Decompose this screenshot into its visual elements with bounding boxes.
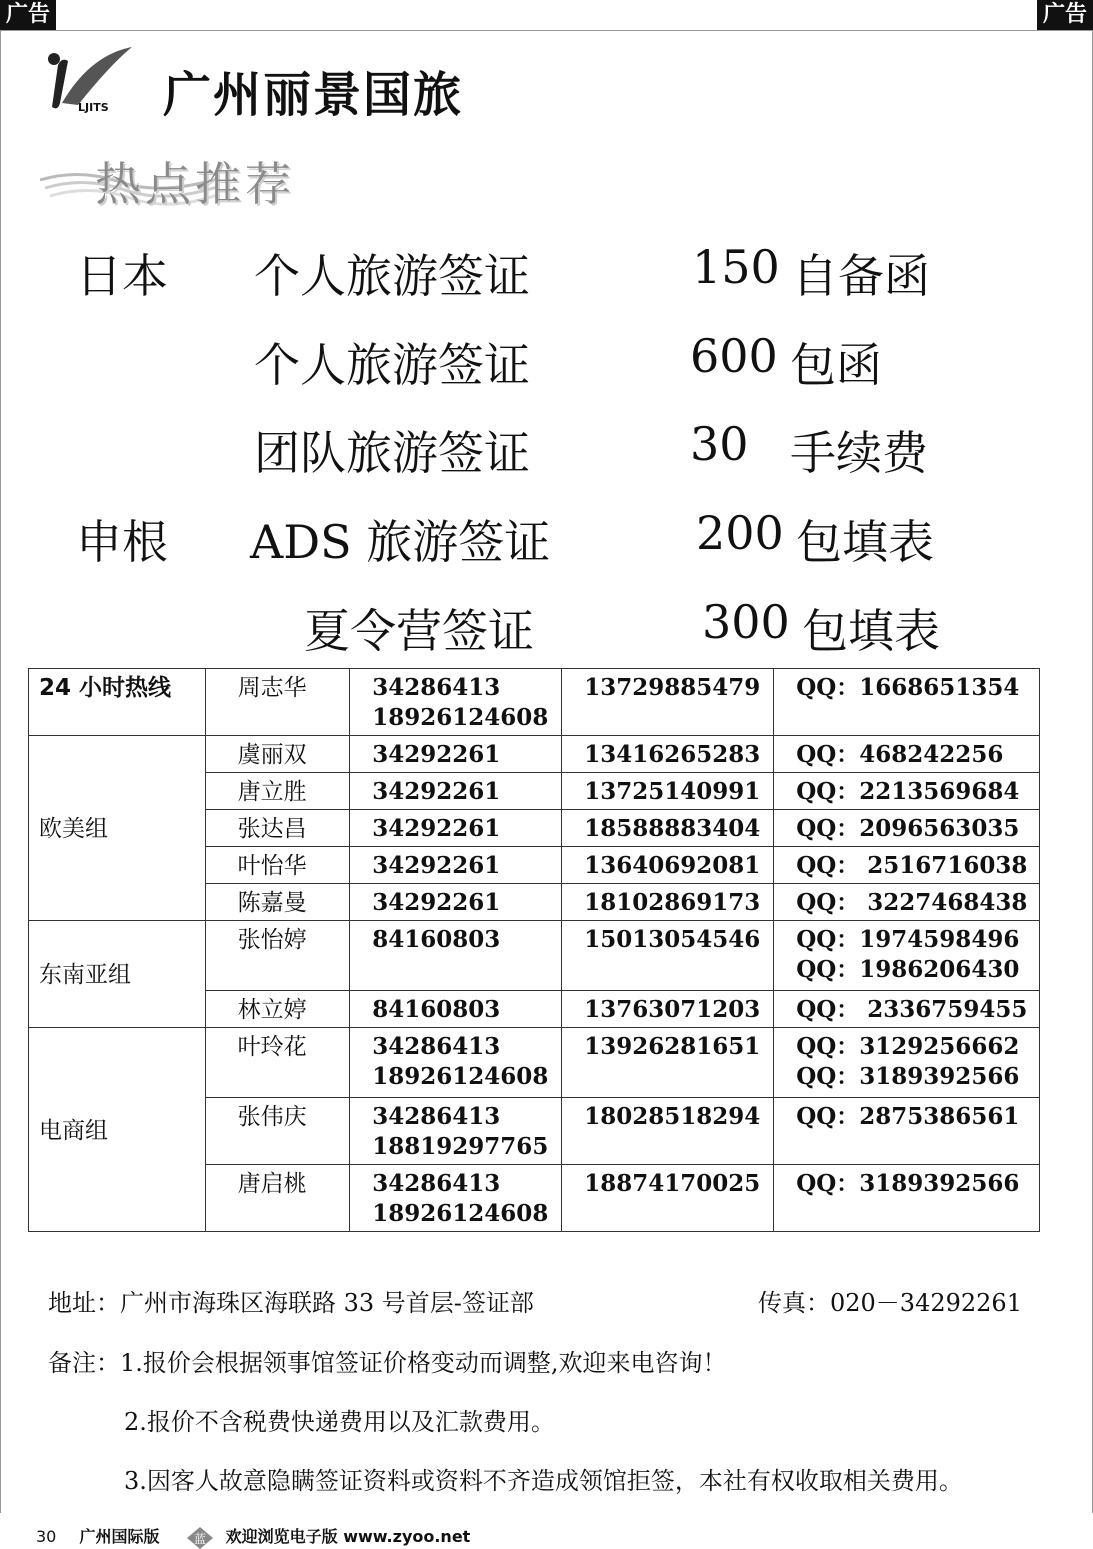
- contact-name: 张伟庆: [205, 1098, 350, 1165]
- contact-tel: 34292261: [350, 810, 562, 847]
- product-type: 个人旅游签证: [254, 249, 530, 303]
- table-row: [29, 669, 1040, 736]
- note-2: 2.报价不含税费快递费用以及汇款费用。: [124, 1408, 555, 1436]
- ad-tag-left: 广告: [0, 0, 56, 30]
- contact-name: 叶怡华: [205, 847, 350, 884]
- contact-qq: QQ： 2336759455: [774, 991, 1040, 1028]
- contact-tel: 34292261: [350, 884, 562, 921]
- contact-name: 叶玲花: [205, 1028, 350, 1098]
- contact-name: 陈嘉曼: [205, 884, 350, 921]
- fax: 传真：020－34292261: [758, 1289, 1022, 1317]
- contact-table: [28, 668, 1040, 1232]
- table-row: [29, 921, 1040, 991]
- contact-mobile: 13416265283: [562, 736, 774, 773]
- contact-name: 唐启桃: [205, 1165, 350, 1232]
- note-3: 3.因客人故意隐瞒签证资料或资料不齐造成领馆拒签，本社有权收取相关费用。: [124, 1467, 963, 1495]
- product-type: 个人旅游签证: [254, 338, 530, 392]
- contact-qq: QQ：3189392566: [774, 1165, 1040, 1232]
- contact-mobile: 13926281651: [562, 1028, 774, 1098]
- contact-qq: QQ：2213569684: [774, 773, 1040, 810]
- contact-mobile: 18588883404: [562, 810, 774, 847]
- contact-qq: QQ：2096563035: [774, 810, 1040, 847]
- product-price: 300: [702, 595, 790, 649]
- table-row: [29, 736, 1040, 773]
- note-1: 备注：1.报价会根据领事馆签证价格变动而调整,欢迎来电咨询！: [48, 1349, 727, 1377]
- contact-qq: QQ： 3227468438: [774, 884, 1040, 921]
- product-price: 150: [692, 240, 780, 294]
- product-country: 日本: [76, 249, 168, 303]
- contact-name: 张达昌: [205, 810, 350, 847]
- page-footer: [36, 1524, 484, 1549]
- badge-text: 蓝: [193, 1531, 206, 1546]
- contact-mobile: 13640692081: [562, 847, 774, 884]
- contact-qq: QQ：468242256: [774, 736, 1040, 773]
- contact-tel: 84160803: [350, 991, 562, 1028]
- product-type: ADS 旅游签证: [250, 515, 551, 569]
- edition-label: 广州国际版: [79, 1527, 160, 1546]
- contact-tel: 34292261: [350, 847, 562, 884]
- product-note: 包填表: [802, 604, 940, 658]
- product-price: 600: [690, 329, 778, 383]
- product-type: 夏令营签证: [304, 604, 534, 658]
- table-row: [29, 1028, 1040, 1098]
- logo-text: LJITS: [78, 101, 109, 114]
- contact-tel: 34292261: [350, 736, 562, 773]
- contact-name: 周志华: [205, 669, 350, 736]
- contact-tel: 34286413 18819297765: [350, 1098, 562, 1165]
- contact-mobile: 13729885479: [562, 669, 774, 736]
- contact-mobile: 18874170025: [562, 1165, 774, 1232]
- contact-qq: QQ：1668651354: [774, 669, 1040, 736]
- group-ecommerce: 电商组: [29, 1028, 206, 1232]
- contact-qq: QQ：2875386561: [774, 1098, 1040, 1165]
- contact-name: 唐立胜: [205, 773, 350, 810]
- contact-mobile: 18028518294: [562, 1098, 774, 1165]
- product-price: 200: [696, 506, 784, 560]
- contact-qq: QQ：1974598496 QQ：1986206430: [774, 921, 1040, 991]
- hot-recommend-heading: 热点推荐: [95, 157, 295, 211]
- contact-tel: 34286413 18926124608: [350, 669, 562, 736]
- address: 地址：广州市海珠区海联路 33 号首层-签证部: [48, 1289, 534, 1317]
- contact-qq: QQ：3129256662 QQ：3189392566: [774, 1028, 1040, 1098]
- ad-tag-right: 广告: [1037, 0, 1093, 30]
- product-note: 包函: [790, 338, 882, 392]
- contact-mobile: 13725140991: [562, 773, 774, 810]
- product-note: 包填表: [796, 515, 934, 569]
- product-price: 30: [690, 417, 749, 471]
- product-type: 团队旅游签证: [254, 426, 530, 480]
- group-southeast-asia: 东南亚组: [29, 921, 206, 1028]
- contact-tel: 34292261: [350, 773, 562, 810]
- contact-name: 张怡婷: [205, 921, 350, 991]
- contact-mobile: 18102869173: [562, 884, 774, 921]
- ljits-logo-icon: [40, 45, 140, 115]
- group-hotline: 24 小时热线: [29, 669, 206, 736]
- contact-mobile: 13763071203: [562, 991, 774, 1028]
- contact-tel: 34286413 18926124608: [350, 1028, 562, 1098]
- product-note: 手续费: [790, 426, 928, 480]
- contact-tel: 84160803: [350, 921, 562, 991]
- group-europe: 欧美组: [29, 736, 206, 921]
- contact-name: 林立婷: [205, 991, 350, 1028]
- contact-name: 虞丽双: [205, 736, 350, 773]
- contact-tel: 34286413 18926124608: [350, 1165, 562, 1232]
- diamond-badge-icon: [187, 1527, 213, 1549]
- contact-qq: QQ： 2516716038: [774, 847, 1040, 884]
- product-note: 自备函: [792, 249, 930, 303]
- product-country: 申根: [76, 515, 168, 569]
- contact-mobile: 15013054546: [562, 921, 774, 991]
- page-title: 广州丽景国旅: [163, 67, 464, 123]
- promo-text[interactable]: 欢迎浏览电子版 www.zyoo.net: [225, 1527, 471, 1546]
- page-number: 30: [36, 1527, 57, 1546]
